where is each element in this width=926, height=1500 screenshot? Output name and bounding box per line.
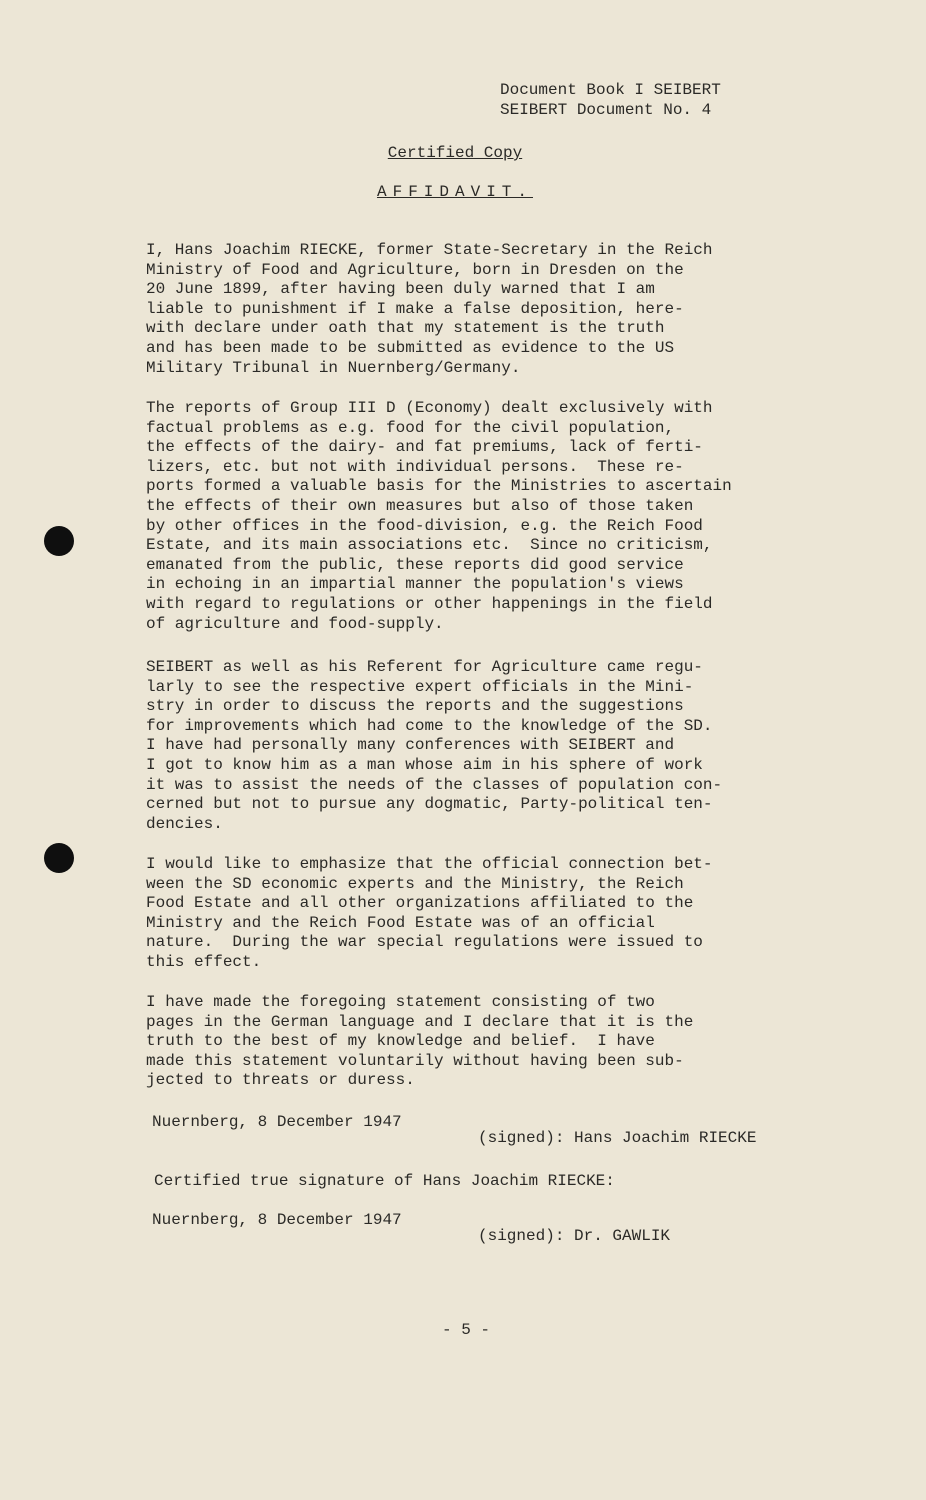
paragraph-official-connection: I would like to emphasize that the official connection bet- ween the SD economic experts and the Ministry, the Reich Food Estate and all other organizations affiliated to the Ministry and the Reich Food Estate was of an official nature. During the war special regulations were issued to this effect. [146, 855, 713, 971]
signature-riecke: (signed): Hans Joachim RIECKE [478, 1129, 757, 1147]
punch-hole-upper [44, 526, 74, 556]
paragraph-declaration: I, Hans Joachim RIECKE, former State-Secretary in the Reich Ministry of Food and Agriculture, born in Dresden on the 20 June 1899, after having been duly warned that I am liable to punishment if I make a false deposition, here- with declare under oath that my statement is the truth and has been made to be submitted as evidence to the US Military Tribunal in Nuernberg/Germany. [146, 241, 713, 377]
place-date-second: Nuernberg, 8 December 1947 [152, 1211, 402, 1229]
signature-gawlik: (signed): Dr. GAWLIK [478, 1227, 671, 1245]
certification-line: Certified true signature of Hans Joachim RIECKE: [154, 1172, 615, 1190]
document-number-line: SEIBERT Document No. 4 [500, 101, 712, 119]
document-book-line: Document Book I SEIBERT [500, 81, 721, 99]
page-number: - 5 - [442, 1321, 491, 1339]
affidavit-title: AFFIDAVIT. [376, 183, 533, 201]
place-date-first: Nuernberg, 8 December 1947 [152, 1113, 402, 1131]
punch-hole-lower [44, 843, 74, 873]
paragraph-reports: The reports of Group III D (Economy) dealt exclusively with factual problems as e.g. food for the civil population, the effects of the dairy- and fat premiums, lack of ferti- lizers, etc. but not with individual persons. These re- ports formed a valuable basis for the Ministries to ascertain the effects of their own measures but also of those taken by other offices in the food-division, e.g. the Reich Food Estate, and its main associations etc. Since no criticism, emanated from the public, these reports did good service in echoing in an impartial manner the population's views with regard to regulations or other happenings in the field of agriculture and food-supply. [146, 399, 732, 633]
paragraph-closing-statement: I have made the foregoing statement consisting of two pages in the German language and I declare that it is the truth to the best of my knowledge and belief. I have made this statement voluntarily without having been sub- jected to threats or duress. [146, 993, 694, 1090]
paragraph-seibert: SEIBERT as well as his Referent for Agriculture came regu- larly to see the respective expert officials in the Mini- stry in order to discuss the reports and the suggestions for improvements which had come to the knowledge of the SD. I have had personally many conferences with SEIBERT and I got to know him as a man whose aim in his sphere of work it was to assist the needs of the classes of population con- cerned but not to pursue any dogmatic, Party-political ten- dencies. [146, 658, 723, 833]
certified-copy-title: Certified Copy [387, 144, 523, 162]
document-reference [500, 80, 721, 120]
